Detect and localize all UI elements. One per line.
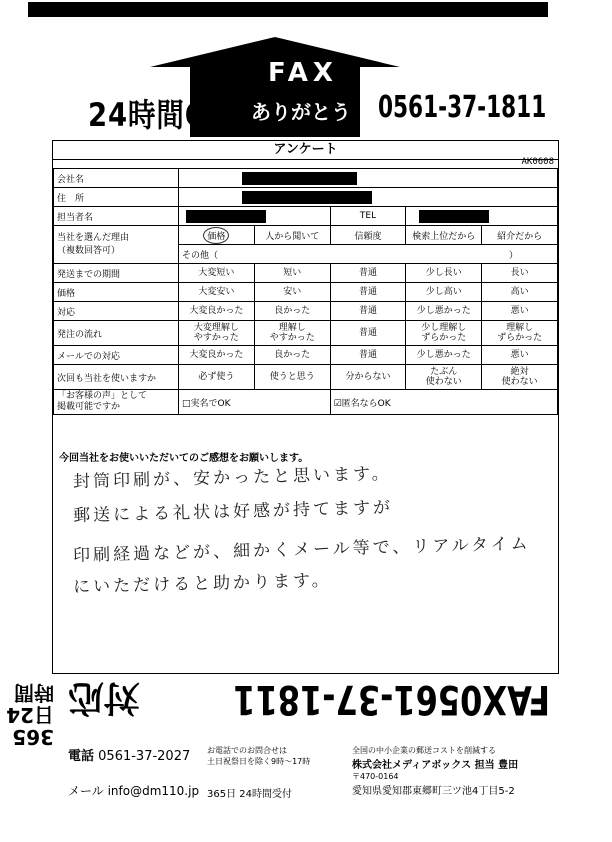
handwriting-line: にいただけると助かります。	[72, 570, 332, 598]
rating-label: 次回も当社を使いますか	[54, 365, 179, 390]
header-24h: 24時間OK	[88, 96, 232, 134]
fax-word: FAX	[268, 58, 338, 88]
other-reason-field[interactable]: その他（ ）	[179, 245, 558, 264]
rating-option[interactable]: 大変短い	[179, 264, 255, 283]
rating-option[interactable]: 少し高い	[406, 283, 482, 302]
footer-left: 電話 0561-37-2027 メール info@dm110.jp	[68, 749, 200, 798]
banner-hours: 365日24時間	[6, 681, 55, 749]
rating-option[interactable]: 使うと思う	[254, 365, 330, 390]
rating-label: メールでの対応	[54, 346, 179, 365]
form-title: アンケート	[53, 141, 558, 160]
rating-option[interactable]: 少し悪かった	[406, 302, 482, 321]
rating-option[interactable]: 普通	[330, 346, 406, 365]
rating-option[interactable]: 絶対 使わない	[482, 365, 558, 390]
rating-option[interactable]: 安い	[254, 283, 330, 302]
rating-option[interactable]: 分からない	[330, 365, 406, 390]
survey-table	[53, 168, 558, 415]
footer-right: 全国の中小企業の郵送コストを削減する 株式会社メディアボックス 担当 豊田 〒470-0164 愛知県愛知郡東郷町三ツ池4丁目5-2	[352, 746, 519, 797]
company-field[interactable]	[179, 169, 558, 188]
rating-option[interactable]: 短い	[254, 264, 330, 283]
handwriting-line: 印刷経過などが、細かくメール等で、リアルタイム	[72, 534, 531, 566]
reason-label: 当社を選んだ理由 （複数回答可）	[54, 226, 179, 264]
reason-option[interactable]: 人から聞いて	[254, 226, 330, 245]
top-black-bar	[28, 2, 548, 17]
publish-anonymous[interactable]: ☑匿名ならOK	[330, 390, 557, 415]
rating-label: 発注の流れ	[54, 321, 179, 346]
reason-option[interactable]: 信頼度	[330, 226, 406, 245]
reason-option[interactable]: 紹介だから	[482, 226, 558, 245]
rating-option[interactable]: 理解し やすかった	[254, 321, 330, 346]
rating-option[interactable]: 良かった	[254, 346, 330, 365]
rating-label: 発送までの期間	[54, 264, 179, 283]
address-field[interactable]	[179, 188, 558, 207]
rating-label: 対応	[54, 302, 179, 321]
rating-option[interactable]: 大変理解し やすかった	[179, 321, 255, 346]
handwriting-line: 郵送による礼状は好感が持てますが	[72, 497, 394, 527]
survey-form	[52, 140, 559, 674]
rating-option[interactable]: 普通	[330, 264, 406, 283]
rating-option[interactable]: 普通	[330, 321, 406, 346]
voice-title: 今回当社をお使いいただいてのご感想をお願いします。	[59, 453, 309, 464]
rating-option[interactable]: 少し悪かった	[406, 346, 482, 365]
rating-label: 価格	[54, 283, 179, 302]
rating-option[interactable]: 大変安い	[179, 283, 255, 302]
rating-option[interactable]: 普通	[330, 302, 406, 321]
thanks-text: ありがとう	[251, 100, 351, 124]
reason-option[interactable]: 価格	[179, 226, 255, 245]
footer-middle: お電話でのお問合せは 土日祝祭日を除く9時～17時 365日 24時間受付	[207, 746, 311, 800]
publish-label: 「お客様の声」として 掲載可能ですか	[54, 390, 179, 415]
rating-option[interactable]: 必ず使う	[179, 365, 255, 390]
banner-fax-number: FAX0561-37-1811	[233, 676, 550, 722]
rating-option[interactable]: 良かった	[254, 302, 330, 321]
rating-option[interactable]: 長い	[482, 264, 558, 283]
rating-option[interactable]: 高い	[482, 283, 558, 302]
handwriting-line: 封筒印刷が、安かったと思います。	[72, 463, 392, 493]
form-code: AK0608	[521, 157, 554, 167]
rating-option[interactable]: たぶん 使わない	[406, 365, 482, 390]
mail-link[interactable]: info@dm110.jp	[107, 784, 200, 798]
reason-option[interactable]: 検索上位だから	[406, 226, 482, 245]
rating-option[interactable]: 大変良かった	[179, 346, 255, 365]
address-label: 住 所	[54, 188, 179, 207]
rating-option[interactable]: 悪い	[482, 346, 558, 365]
company-label: 会社名	[54, 169, 179, 188]
tel-field[interactable]	[406, 207, 558, 226]
rotated-fax-banner	[6, 675, 550, 749]
rating-option[interactable]: 悪い	[482, 302, 558, 321]
person-label: 担当者名	[54, 207, 179, 226]
tel-label: TEL	[330, 207, 406, 226]
banner-support: 対応	[67, 677, 140, 718]
rating-option[interactable]: 理解し ずらかった	[482, 321, 558, 346]
rating-option[interactable]: 少し理解し ずらかった	[406, 321, 482, 346]
person-field[interactable]	[179, 207, 331, 226]
rating-option[interactable]: 普通	[330, 283, 406, 302]
rating-option[interactable]: 大変良かった	[179, 302, 255, 321]
publish-real-name[interactable]: □実名でOK	[179, 390, 331, 415]
header-phone: 0561-37-1811	[378, 90, 547, 125]
rating-option[interactable]: 少し長い	[406, 264, 482, 283]
